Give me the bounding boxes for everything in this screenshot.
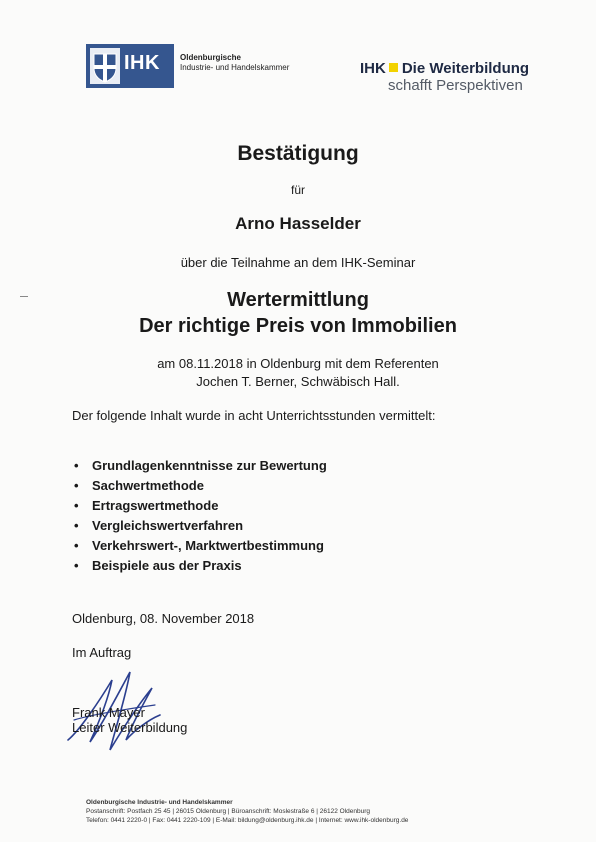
chamber-name (180, 53, 289, 73)
footer-contact: Telefon: 0441 2220-0 | Fax: 0441 2220-109 | E-Mail: bildung@oldenburg.ihk.de | Internet: www.ihk-oldenburg.de (86, 817, 409, 824)
bullet-icon: • (74, 478, 79, 493)
ihk-logo-text: IHK (124, 52, 160, 74)
weiterbildung-slogan (360, 60, 560, 94)
list-item (74, 518, 327, 538)
topic-text: Sachwertmethode (92, 478, 204, 493)
slogan-title (360, 60, 560, 77)
topic-text: Verkehrswert-, Marktwertbestimmung (92, 538, 324, 553)
bullet-icon: • (74, 518, 79, 533)
chamber-name-line1: Oldenburgische (180, 53, 241, 62)
footer (86, 798, 408, 825)
participation-text: über die Teilnahme an dem IHK-Seminar (180, 255, 416, 270)
bullet-icon: • (74, 458, 79, 473)
slogan-brand: IHK (360, 60, 386, 77)
topic-text: Ertragswertmethode (92, 498, 219, 513)
bullet-icon: • (74, 538, 79, 553)
slogan-subtitle: schafft Perspektiven (388, 77, 523, 94)
slogan-title-text: Die Weiterbildung (401, 60, 530, 77)
place-date: Oldenburg, 08. November 2018 (72, 611, 255, 626)
seminar-subtitle: Der richtige Preis von Immobilien (139, 315, 457, 337)
seminar-date-line: am 08.11.2018 in Oldenburg mit dem Referenten (157, 356, 439, 371)
list-item (74, 538, 327, 558)
footer-address: Postanschrift: Postfach 25 45 | 26015 Oldenburg | Büroanschrift: Moslestraße 6 | 26122 Oldenburg (86, 808, 371, 815)
seminar-title: Wertermittlung (227, 289, 369, 311)
chamber-name-line2: Industrie- und Handelskammer (180, 63, 290, 72)
on-behalf-label: Im Auftrag (72, 645, 132, 660)
bullet-icon: • (74, 558, 79, 573)
for-label: für (290, 183, 305, 197)
list-item (74, 498, 327, 518)
referent-line: Jochen T. Berner, Schwäbisch Hall. (196, 374, 400, 389)
list-item (74, 458, 327, 478)
topic-text: Beispiele aus der Praxis (92, 558, 242, 573)
topic-text: Grundlagenkenntnisse zur Bewertung (92, 458, 327, 473)
content-intro: Der folgende Inhalt wurde in acht Unterrichtsstunden vermittelt: (72, 408, 436, 423)
list-item (74, 558, 327, 578)
topic-list (74, 458, 327, 578)
footer-org: Oldenburgische Industrie- und Handelskammer (86, 799, 233, 806)
topic-text: Vergleichswertverfahren (92, 518, 244, 533)
yellow-square-icon (389, 63, 398, 72)
bullet-icon: • (74, 498, 79, 513)
coat-of-arms-icon (90, 48, 120, 84)
recipient-name: Arno Hasselder (235, 214, 361, 233)
signer-role: Leiter Weiterbildung (72, 720, 188, 735)
document-title: Bestätigung (237, 142, 359, 165)
list-item (74, 478, 327, 498)
signer-name: Frank Mayer (72, 705, 145, 720)
